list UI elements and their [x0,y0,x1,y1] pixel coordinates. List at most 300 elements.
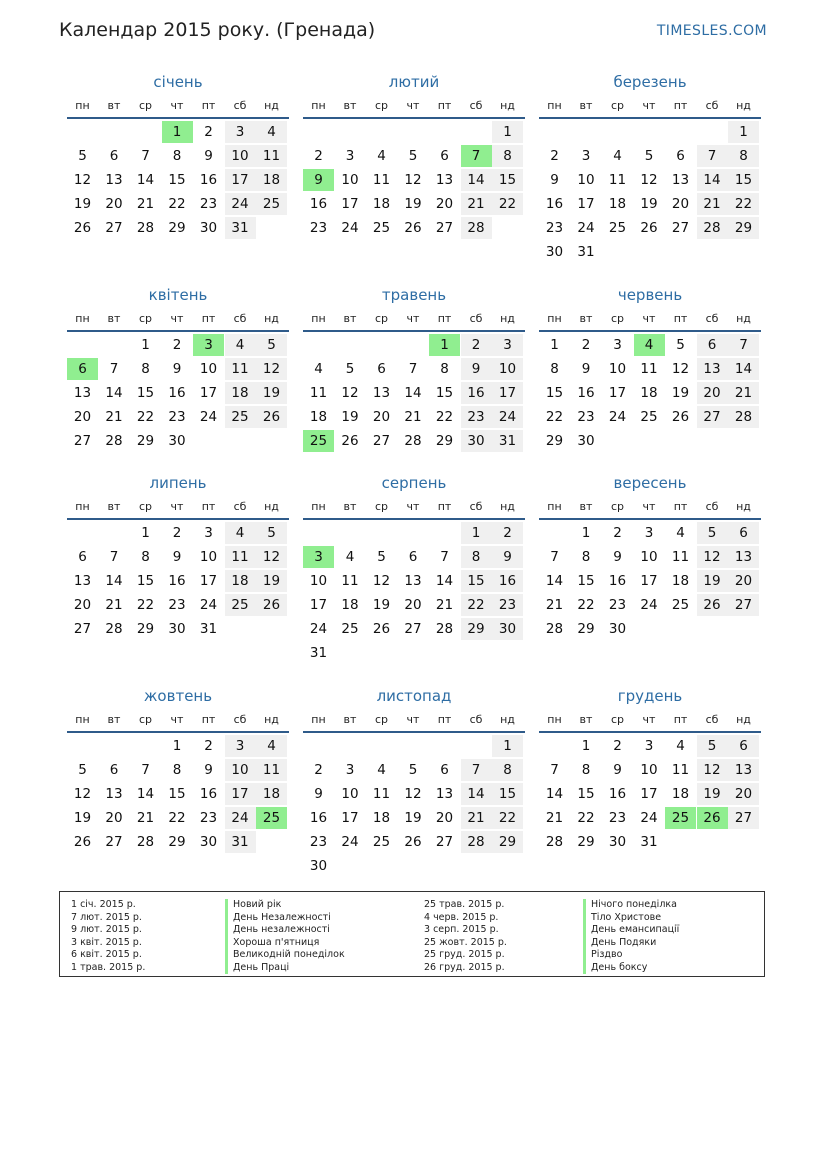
day-cell: 6 [728,522,759,544]
day-cell: 28 [404,433,422,449]
day-cell: 18 [225,382,256,404]
brand-link[interactable]: TIMESLES.COM [656,23,767,39]
day-cell: 19 [671,385,690,401]
day-cell: 11 [671,762,690,778]
day-cell: 5 [697,522,728,544]
weekday-label: чт [170,312,184,325]
legend-holiday-name: День боксу [583,962,679,975]
weekday-label: чт [170,713,184,726]
day-cell: 5 [256,334,287,356]
legend-holiday-name: День Подяки [583,937,679,950]
weekday-label: пт [201,713,216,726]
day-cell: 20 [671,196,690,212]
day-cell: 2 [492,522,523,544]
holiday-day-cell: 1 [162,121,193,143]
weekday-header [539,500,761,520]
day-cell: 7 [440,549,449,565]
weekday-label: сб [705,500,719,513]
weekday-label: нд [736,500,751,513]
day-cell: 11 [225,358,256,380]
day-cell: 26 [341,433,359,449]
day-cell: 5 [644,148,654,164]
day-cell: 14 [728,358,759,380]
day-cell: 13 [404,573,422,589]
weekday-header [67,500,289,520]
day-cell: 11 [256,145,287,167]
day-cell: 17 [199,573,218,589]
day-cell: 9 [550,172,559,188]
day-cell: 3 [345,762,355,778]
legend-date: 3 квіт. 2015 р. [71,936,142,948]
day-cell: 7 [141,148,150,164]
day-cell: 8 [492,759,523,781]
weekday-label: пн [547,713,562,726]
day-cell: 18 [640,385,658,401]
day-cell: 24 [640,810,658,826]
day-cell: 13 [435,172,454,188]
month-name: листопад [376,687,452,705]
day-cell: 18 [671,786,690,802]
weekday-label: пн [547,312,562,325]
day-cell: 25 [671,597,690,613]
legend-holiday-name: Тіло Христове [583,912,679,925]
legend-date: 25 жовт. 2015 р. [424,936,507,948]
legend-date: 9 лют. 2015 р. [71,924,142,935]
legend-names-left [225,899,345,974]
day-cell: 4 [676,738,685,754]
day-cell: 29 [728,217,759,239]
day-cell: 4 [256,121,287,143]
day-cell: 16 [199,786,218,802]
day-cell: 12 [341,385,359,401]
legend-date: 4 черв. 2015 р. [424,911,499,923]
day-cell: 2 [461,334,492,356]
day-cell: 8 [492,145,523,167]
day-cell: 22 [136,409,155,425]
day-cell: 28 [728,406,759,428]
holiday-legend [59,891,765,977]
day-cell: 16 [461,382,492,404]
weekday-label: сб [233,312,247,325]
day-cell: 27 [728,594,759,616]
day-cell: 5 [377,549,386,565]
day-cell: 30 [461,430,492,452]
weekday-label: вт [579,312,593,325]
weekday-label: пн [75,500,90,513]
day-cell: 16 [168,573,186,589]
weekday-label: ср [374,312,389,325]
day-cell: 8 [440,361,449,377]
day-cell: 1 [550,337,559,353]
day-cell: 12 [404,786,422,802]
day-cell: 3 [644,738,654,754]
day-cell: 4 [256,735,287,757]
day-cell: 15 [168,786,186,802]
weekday-label: сб [233,99,247,112]
weekday-label: сб [705,713,719,726]
day-cell: 20 [73,409,92,425]
day-cell: 11 [372,786,391,802]
weekday-label: нд [500,312,515,325]
weekday-label: сб [233,713,247,726]
day-cell: 18 [256,169,287,191]
day-cell: 22 [577,810,595,826]
day-cell: 17 [309,597,328,613]
day-cell: 23 [461,406,492,428]
weekday-label: нд [500,99,515,112]
day-cell: 19 [256,570,287,592]
day-cell: 13 [697,358,728,380]
day-cell: 14 [105,385,123,401]
day-cell: 30 [608,834,627,850]
weekday-label: пн [311,99,326,112]
weekday-label: вт [579,500,593,513]
weekday-header [303,99,525,119]
day-cell: 21 [461,807,492,829]
day-cell: 17 [199,385,218,401]
legend-dates-right [424,899,507,974]
day-cell: 1 [581,525,591,541]
weekday-label: пн [75,312,90,325]
day-cell: 24 [577,220,595,236]
day-cell: 1 [492,735,523,757]
weekday-label: нд [736,99,751,112]
day-cell: 31 [640,834,658,850]
day-cell: 25 [225,594,256,616]
weekday-label: ср [374,713,389,726]
day-cell: 27 [435,220,454,236]
day-cell: 19 [372,597,391,613]
day-cell: 8 [550,361,559,377]
day-cell: 3 [492,334,523,356]
day-cell: 20 [372,409,391,425]
day-cell: 13 [435,786,454,802]
weekday-label: вт [579,713,593,726]
day-cell: 22 [577,597,595,613]
day-cell: 30 [199,220,218,236]
day-cell: 29 [577,621,595,637]
day-cell: 11 [640,361,658,377]
weekday-header [539,713,761,733]
day-cell: 29 [136,621,155,637]
weekday-label: вт [343,312,357,325]
day-cell: 23 [309,834,328,850]
weekday-label: ср [374,99,389,112]
legend-dates-left [71,899,145,974]
day-cell: 9 [172,549,182,565]
day-cell: 1 [728,121,759,143]
day-cell: 19 [341,409,359,425]
legend-holiday-name: Великодній понеділок [225,949,345,962]
weekday-label: ср [138,713,153,726]
day-cell: 6 [440,148,449,164]
weekday-label: нд [500,500,515,513]
day-cell: 11 [608,172,627,188]
weekday-header [303,500,525,520]
day-cell: 25 [608,220,627,236]
day-cell: 18 [372,196,391,212]
day-cell: 6 [408,549,418,565]
day-cell: 31 [309,645,328,661]
day-cell: 26 [256,594,287,616]
day-cell: 24 [608,409,627,425]
day-cell: 9 [581,361,591,377]
day-cell: 8 [461,546,492,568]
weekday-label: ср [138,99,153,112]
day-cell: 14 [461,783,492,805]
day-cell: 13 [671,172,690,188]
weekday-label: пт [201,500,216,513]
day-cell: 22 [136,597,155,613]
day-cell: 18 [341,597,359,613]
day-cell: 29 [461,618,492,640]
day-cell: 17 [640,786,658,802]
day-cell: 6 [440,762,449,778]
day-cell: 4 [676,525,685,541]
weekday-label: ср [610,500,625,513]
holiday-day-cell: 7 [461,145,492,167]
day-cell: 12 [404,172,422,188]
day-cell: 4 [345,549,355,565]
day-cell: 6 [78,549,87,565]
legend-date: 3 серп. 2015 р. [424,924,499,935]
day-cell: 1 [492,121,523,143]
day-cell: 12 [640,172,658,188]
day-cell: 18 [225,570,256,592]
day-cell: 22 [461,594,492,616]
weekday-label: ср [610,99,625,112]
day-cell: 27 [73,433,92,449]
day-cell: 20 [728,570,759,592]
day-cell: 28 [697,217,728,239]
day-cell: 1 [141,337,150,353]
holiday-day-cell: 6 [67,358,98,380]
day-cell: 20 [435,196,454,212]
day-cell: 8 [172,148,182,164]
weekday-label: вт [107,99,121,112]
day-cell: 30 [492,618,523,640]
legend-date: 25 трав. 2015 р. [424,899,505,910]
weekday-label: нд [736,713,751,726]
day-cell: 27 [372,433,391,449]
day-cell: 14 [435,573,454,589]
day-cell: 7 [550,549,559,565]
day-cell: 30 [608,621,627,637]
day-cell: 6 [377,361,386,377]
day-cell: 5 [408,148,418,164]
day-cell: 12 [256,546,287,568]
weekday-label: чт [406,312,420,325]
day-cell: 3 [613,337,622,353]
weekday-label: пт [437,713,452,726]
day-cell: 19 [73,810,92,826]
day-cell: 18 [256,783,287,805]
day-cell: 29 [545,433,564,449]
holiday-day-cell: 1 [429,334,460,356]
day-cell: 23 [608,597,627,613]
month-name: січень [153,73,203,91]
day-cell: 2 [314,762,323,778]
day-cell: 19 [697,783,728,805]
day-cell: 29 [577,834,595,850]
day-cell: 9 [314,786,323,802]
day-cell: 17 [341,196,359,212]
day-cell: 12 [73,786,92,802]
day-cell: 10 [640,549,658,565]
day-cell: 5 [676,337,685,353]
weekday-label: пт [201,312,216,325]
day-cell: 28 [461,217,492,239]
day-cell: 24 [309,621,328,637]
day-cell: 11 [256,759,287,781]
weekday-header [67,99,289,119]
weekday-label: чт [642,500,656,513]
day-cell: 16 [577,385,595,401]
weekday-label: вт [107,500,121,513]
legend-holiday-name: День незалежності [225,924,345,937]
day-cell: 16 [309,196,328,212]
weekday-label: пн [547,99,562,112]
day-cell: 14 [136,172,155,188]
weekday-label: вт [579,99,593,112]
month-name: червень [617,286,683,304]
day-cell: 20 [105,810,123,826]
day-cell: 22 [168,196,186,212]
day-cell: 27 [697,406,728,428]
month-name: липень [149,474,207,492]
day-cell: 15 [136,573,155,589]
day-cell: 1 [461,522,492,544]
day-cell: 20 [404,597,422,613]
weekday-label: пн [311,500,326,513]
day-cell: 24 [199,409,218,425]
weekday-label: пн [75,99,90,112]
day-cell: 6 [697,334,728,356]
day-cell: 21 [136,810,155,826]
day-cell: 21 [545,597,564,613]
weekday-header [67,713,289,733]
day-cell: 26 [256,406,287,428]
weekday-header [303,713,525,733]
day-cell: 25 [372,834,391,850]
day-cell: 29 [435,433,454,449]
day-cell: 15 [136,385,155,401]
day-cell: 31 [199,621,218,637]
weekday-label: нд [264,713,279,726]
holiday-day-cell: 26 [697,807,728,829]
day-cell: 26 [404,220,422,236]
day-cell: 24 [640,597,658,613]
weekday-label: ср [138,312,153,325]
day-cell: 20 [73,597,92,613]
day-cell: 14 [105,573,123,589]
legend-holiday-name: Нічого понеділка [583,899,679,912]
day-cell: 14 [461,169,492,191]
day-cell: 8 [141,361,150,377]
day-cell: 16 [309,810,328,826]
day-cell: 4 [225,522,256,544]
weekday-label: сб [469,312,483,325]
weekday-label: сб [705,99,719,112]
day-cell: 25 [372,220,391,236]
day-cell: 29 [168,220,186,236]
day-cell: 10 [341,786,359,802]
day-cell: 28 [461,831,492,853]
day-cell: 5 [345,361,355,377]
day-cell: 7 [408,361,418,377]
weekday-label: пт [673,500,688,513]
month-name: березень [613,73,687,91]
day-cell: 15 [435,385,454,401]
holiday-day-cell: 3 [193,334,224,356]
day-cell: 12 [73,172,92,188]
weekday-label: сб [469,99,483,112]
day-cell: 5 [78,148,87,164]
day-cell: 23 [577,409,595,425]
day-cell: 28 [136,834,155,850]
holiday-day-cell: 25 [303,430,334,452]
day-cell: 15 [492,169,523,191]
legend-date: 7 лют. 2015 р. [71,911,142,923]
day-cell: 11 [341,573,359,589]
weekday-header [539,312,761,332]
legend-date: 26 груд. 2015 р. [424,961,505,973]
day-cell: 22 [728,193,759,215]
day-cell: 7 [697,145,728,167]
day-cell: 13 [728,546,759,568]
day-cell: 17 [341,810,359,826]
day-cell: 2 [550,148,559,164]
legend-holiday-name: Різдво [583,949,679,962]
day-cell: 16 [545,196,564,212]
day-cell: 18 [608,196,627,212]
day-cell: 24 [199,597,218,613]
day-cell: 22 [492,807,523,829]
day-cell: 15 [168,172,186,188]
legend-holiday-name: Хороша п'ятниця [225,937,345,950]
day-cell: 12 [372,573,391,589]
day-cell: 12 [697,759,728,781]
day-cell: 13 [105,172,123,188]
day-cell: 6 [676,148,685,164]
weekday-label: пн [75,713,90,726]
day-cell: 19 [404,196,422,212]
weekday-label: нд [736,312,751,325]
day-cell: 16 [199,172,218,188]
day-cell: 12 [671,361,690,377]
weekday-label: сб [705,312,719,325]
day-cell: 23 [545,220,564,236]
day-cell: 4 [377,762,386,778]
legend-holiday-name: День Праці [225,962,345,975]
day-cell: 10 [492,358,523,380]
day-cell: 17 [640,573,658,589]
legend-date: 1 січ. 2015 р. [71,899,136,910]
weekday-label: чт [642,713,656,726]
day-cell: 13 [73,385,92,401]
weekday-label: вт [107,713,121,726]
weekday-label: пн [311,713,326,726]
weekday-label: чт [406,713,420,726]
weekday-label: чт [170,99,184,112]
day-cell: 8 [141,549,150,565]
day-cell: 21 [545,810,564,826]
weekday-label: вт [107,312,121,325]
day-cell: 10 [577,172,595,188]
day-cell: 16 [608,786,627,802]
day-cell: 24 [225,193,256,215]
day-cell: 14 [545,786,564,802]
